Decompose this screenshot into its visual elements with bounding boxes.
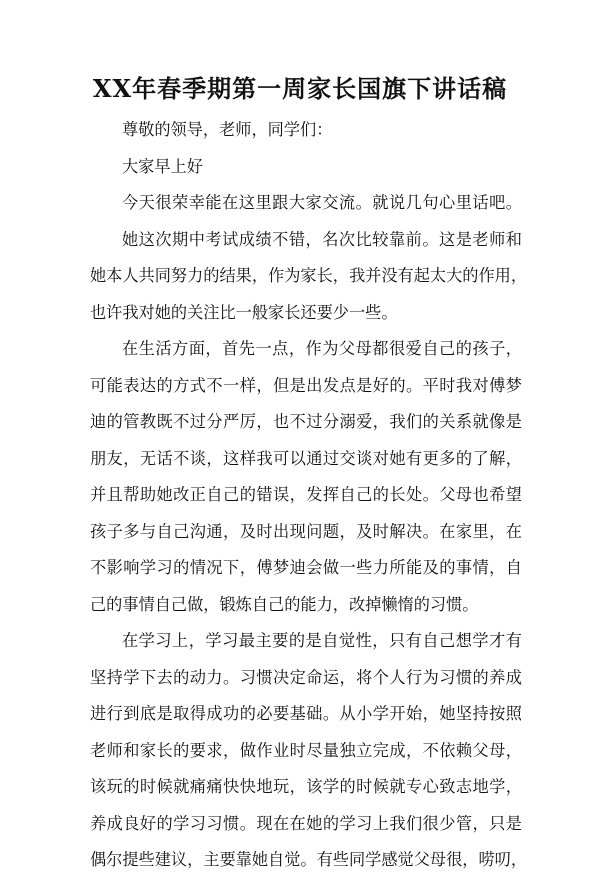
paragraph-line: 她这次期中考试成绩不错，名次比较靠前。这是老师和 <box>122 229 522 249</box>
paragraph-line: 孩子多与自己沟通，及时出现问题，及时解决。在家里，在 <box>90 521 522 541</box>
paragraph-line: 今天很荣幸能在这里跟大家交流。就说几句心里话吧。 <box>122 193 522 212</box>
paragraph-line: 偶尔提些建议，主要靠她自觉。有些同学感觉父母很，唠叨， <box>90 850 528 869</box>
paragraph-line: 该玩的时候就痛痛快快地玩，该学的时候就专心致志地学， <box>90 777 522 796</box>
paragraph-line: 迪的管教既不过分严厉，也不过分溺爱，我们的关系就像是 <box>90 412 522 431</box>
paragraph-line: 坚持学下去的动力。习惯决定命运，将个人行为习惯的养成 <box>90 667 522 687</box>
paragraph-line: 老师和家长的要求，做作业时尽量独立完成，不依赖父母， <box>90 740 522 760</box>
paragraph-line: 己的事情自己做，锻炼自己的能力，改掉懒惰的习惯。 <box>90 594 479 614</box>
paragraph-line: 也许我对她的关注比一般家长还要少一些。 <box>90 302 398 322</box>
paragraph-line: 不影响学习的情况下，傅梦迪会做一些力所能及的事情，自 <box>90 558 522 577</box>
paragraph-line: 朋友，无话不谈，这样我可以通过交谈对她有更多的了解， <box>90 448 522 468</box>
document-body <box>90 112 528 879</box>
paragraph-line: 大家早上好 <box>122 156 203 176</box>
paragraph-line: 在学习上，学习最主要的是自觉性，只有自己想学才有 <box>122 631 522 650</box>
paragraph-line: 可能表达的方式不一样，但是出发点是好的。平时我对傅梦 <box>90 375 522 395</box>
paragraph-line: 她本人共同努力的结果，作为家长，我并没有起太大的作用， <box>90 266 528 285</box>
paragraph-line: 并且帮助她改正自己的错误，发挥自己的长处。父母也希望 <box>90 485 522 504</box>
paragraph-line: 养成良好的学习习惯。现在在她的学习上我们很少管，只是 <box>90 813 522 833</box>
paragraph-line: 尊敬的领导，老师，同学们： <box>122 120 333 139</box>
page-title: XX年春季期第一周家长国旗下讲话稿 <box>92 74 508 103</box>
paragraph-line: 进行到底是取得成功的必要基础。从小学开始，她坚持按照 <box>90 704 522 723</box>
paragraph-line: 在生活方面，首先一点，作为父母都很爱自己的孩子， <box>122 339 522 358</box>
